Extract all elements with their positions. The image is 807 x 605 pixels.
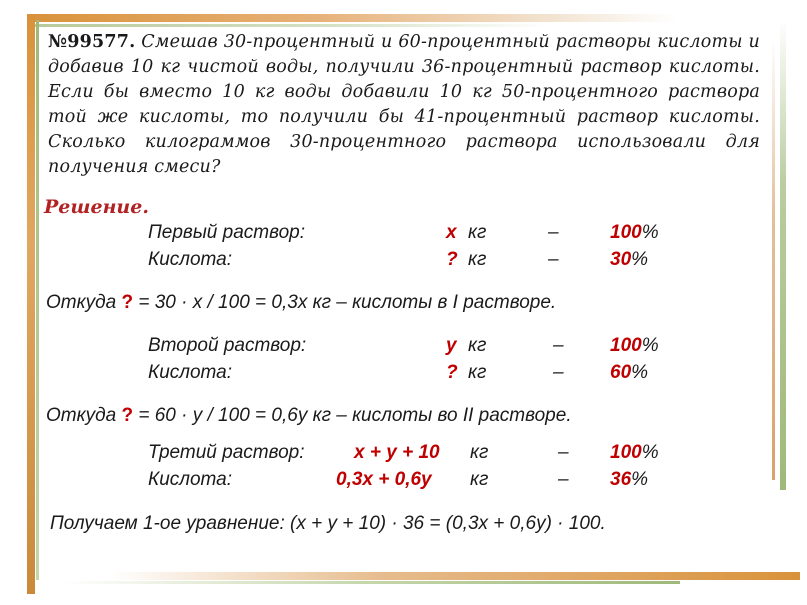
row-dash: – — [553, 362, 564, 383]
problem-text: Смешав 30-процентный и 60-процентный растворы кислоты и добавив 10 кг чистой воды, получили 36-процентный раствор кислоты. Если бы вместо 10 кг воды добавили 10 кг 50-процентного раствора той же кислоты, то получили бы 41-процентный раствор кислоты. Сколько килограммов 30-процентного раствора использовали для получения смеси? — [48, 32, 761, 177]
row-dash: – — [548, 249, 559, 270]
frame-top-bar — [28, 14, 678, 22]
row-percent: 60% — [610, 362, 649, 383]
row-variable: х + у + 10 — [354, 442, 440, 463]
row-unit: кг — [470, 442, 489, 463]
second-result — [46, 405, 572, 427]
row-dash: – — [553, 335, 564, 356]
row-label: Кислота: — [148, 469, 233, 490]
frame-left-bar — [27, 14, 35, 594]
row-label: Третий раствор: — [148, 442, 305, 463]
row-variable: 0,3х + 0,6у — [336, 469, 432, 490]
row-variable: у — [446, 335, 457, 356]
row-label: Второй раствор: — [148, 335, 307, 356]
row-variable: ? — [446, 362, 458, 383]
frame-right-bar — [780, 20, 786, 490]
row-dash: – — [558, 469, 569, 490]
row-unit: кг — [468, 249, 487, 270]
third-acid-row — [148, 469, 708, 495]
frame-bottom-bar — [110, 572, 800, 580]
row-percent: 30% — [610, 249, 649, 270]
third-solution-row — [148, 442, 708, 468]
question-mark: ? — [121, 292, 134, 313]
row-label: Первый раствор: — [148, 222, 306, 243]
row-percent: 100% — [610, 442, 659, 463]
row-unit: кг — [468, 335, 487, 356]
frame-bottom-accent — [60, 581, 680, 584]
row-percent: 100% — [610, 335, 659, 356]
second-solution-row — [148, 335, 708, 361]
row-label: Кислота: — [148, 249, 233, 270]
row-unit: кг — [468, 222, 487, 243]
first-solution-row — [148, 222, 708, 248]
first-acid-row — [148, 249, 708, 275]
row-variable: ? — [446, 249, 458, 270]
result-text: = 30 · х / 100 = 0,3х кг – кислоты в I растворе. — [138, 292, 557, 313]
problem-statement — [48, 30, 760, 180]
row-percent: 100% — [610, 222, 659, 243]
result-prefix: Откуда — [46, 405, 117, 426]
frame-right-accent — [772, 40, 775, 480]
row-label: Кислота: — [148, 362, 233, 383]
first-result — [46, 292, 556, 314]
row-percent: 36% — [610, 469, 649, 490]
result-text: = 60 · у / 100 = 0,6у кг – кислоты во II растворе. — [138, 405, 572, 426]
row-dash: – — [558, 442, 569, 463]
frame-left-accent — [36, 20, 39, 580]
solution-title: Решение. — [44, 196, 149, 218]
row-unit: кг — [468, 362, 487, 383]
problem-number: №99577. — [48, 32, 136, 52]
row-unit: кг — [470, 469, 489, 490]
equation: Получаем 1-ое уравнение: (х + у + 10) · 36 = (0,3х + 0,6у) · 100. — [50, 513, 606, 534]
row-variable: х — [446, 222, 457, 243]
second-acid-row — [148, 362, 708, 388]
frame-top-accent — [28, 24, 548, 27]
question-mark: ? — [121, 405, 134, 426]
result-prefix: Откуда — [46, 292, 117, 313]
row-dash: – — [548, 222, 559, 243]
